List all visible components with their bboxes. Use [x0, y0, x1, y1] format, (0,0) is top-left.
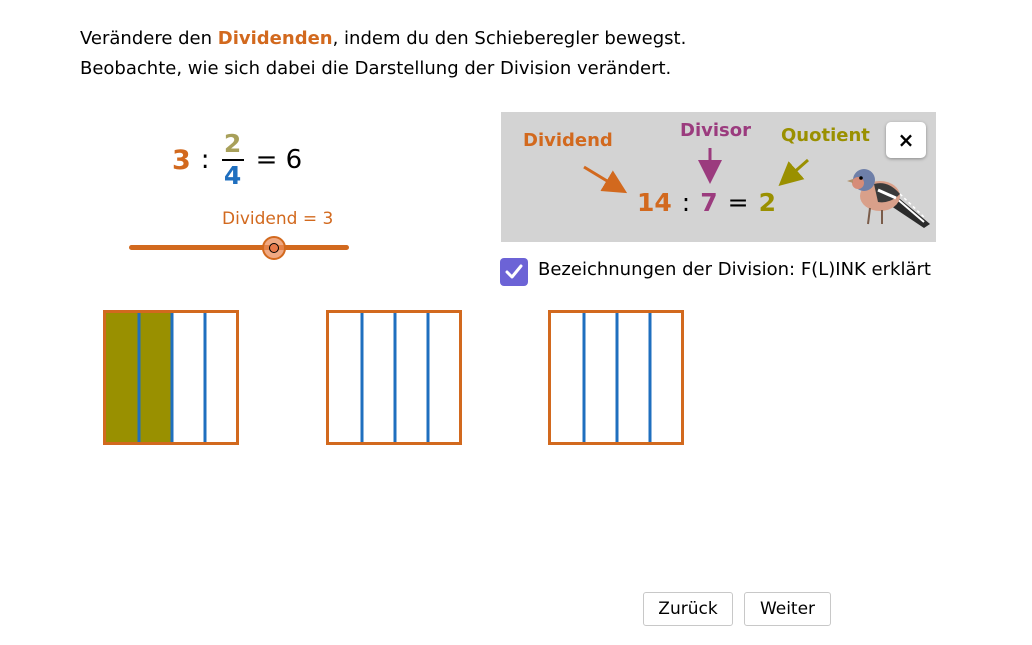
label-divisor: Divisor	[680, 120, 751, 141]
dividend-arrow	[584, 167, 622, 190]
instruction-line-2: Beobachte, wie sich dabei die Darstellung der Division verändert.	[80, 58, 672, 79]
close-button[interactable]	[886, 122, 926, 158]
model-1-filled-strip-1	[106, 313, 139, 442]
example-equals: =	[727, 188, 749, 217]
example-quotient: 2	[758, 188, 776, 217]
next-button[interactable]: Weiter	[744, 592, 831, 626]
check-icon	[504, 262, 524, 282]
equation-result: = 6	[255, 145, 303, 175]
dividend-slider-track[interactable]	[129, 245, 349, 250]
back-button[interactable]: Zurück	[643, 592, 733, 626]
example-divisor: 7	[700, 188, 718, 217]
dividend-highlight: Dividenden	[217, 28, 333, 49]
fraction-model-2	[326, 310, 462, 445]
example-colon: :	[681, 188, 691, 217]
terms-checkbox[interactable]	[500, 258, 528, 286]
terms-checkbox-label[interactable]: Bezeichnungen der Division: F(L)INK erklärt	[538, 259, 931, 280]
division-equation	[172, 124, 302, 196]
equation-dividend: 3	[172, 144, 191, 176]
fraction-model-1	[103, 310, 239, 445]
label-dividend: Dividend	[523, 130, 613, 151]
fraction-denominator: 4	[223, 161, 242, 190]
model-1-strips	[106, 313, 236, 442]
fraction-numerator: 2	[223, 129, 242, 158]
instruction-line-1: Verändere den Dividenden, indem du den Schieberegler bewegst.	[80, 28, 687, 49]
bird-icon	[844, 164, 934, 234]
slider-label: Dividend = 3	[222, 209, 334, 229]
quotient-arrow	[783, 160, 808, 182]
dividend-slider-handle[interactable]	[262, 236, 286, 260]
label-quotient: Quotient	[781, 125, 870, 146]
close-icon: ×	[897, 128, 915, 152]
example-division	[637, 188, 776, 217]
fraction-model-3	[548, 310, 684, 445]
instruction-text	[80, 24, 686, 84]
equation-colon: :	[200, 145, 210, 175]
model-3-strips	[551, 313, 681, 442]
model-2-strips	[329, 313, 459, 442]
equation-fraction	[222, 129, 244, 191]
division-terms-panel	[501, 112, 936, 242]
model-1-filled-strip-2	[139, 313, 172, 442]
example-dividend: 14	[637, 188, 672, 217]
